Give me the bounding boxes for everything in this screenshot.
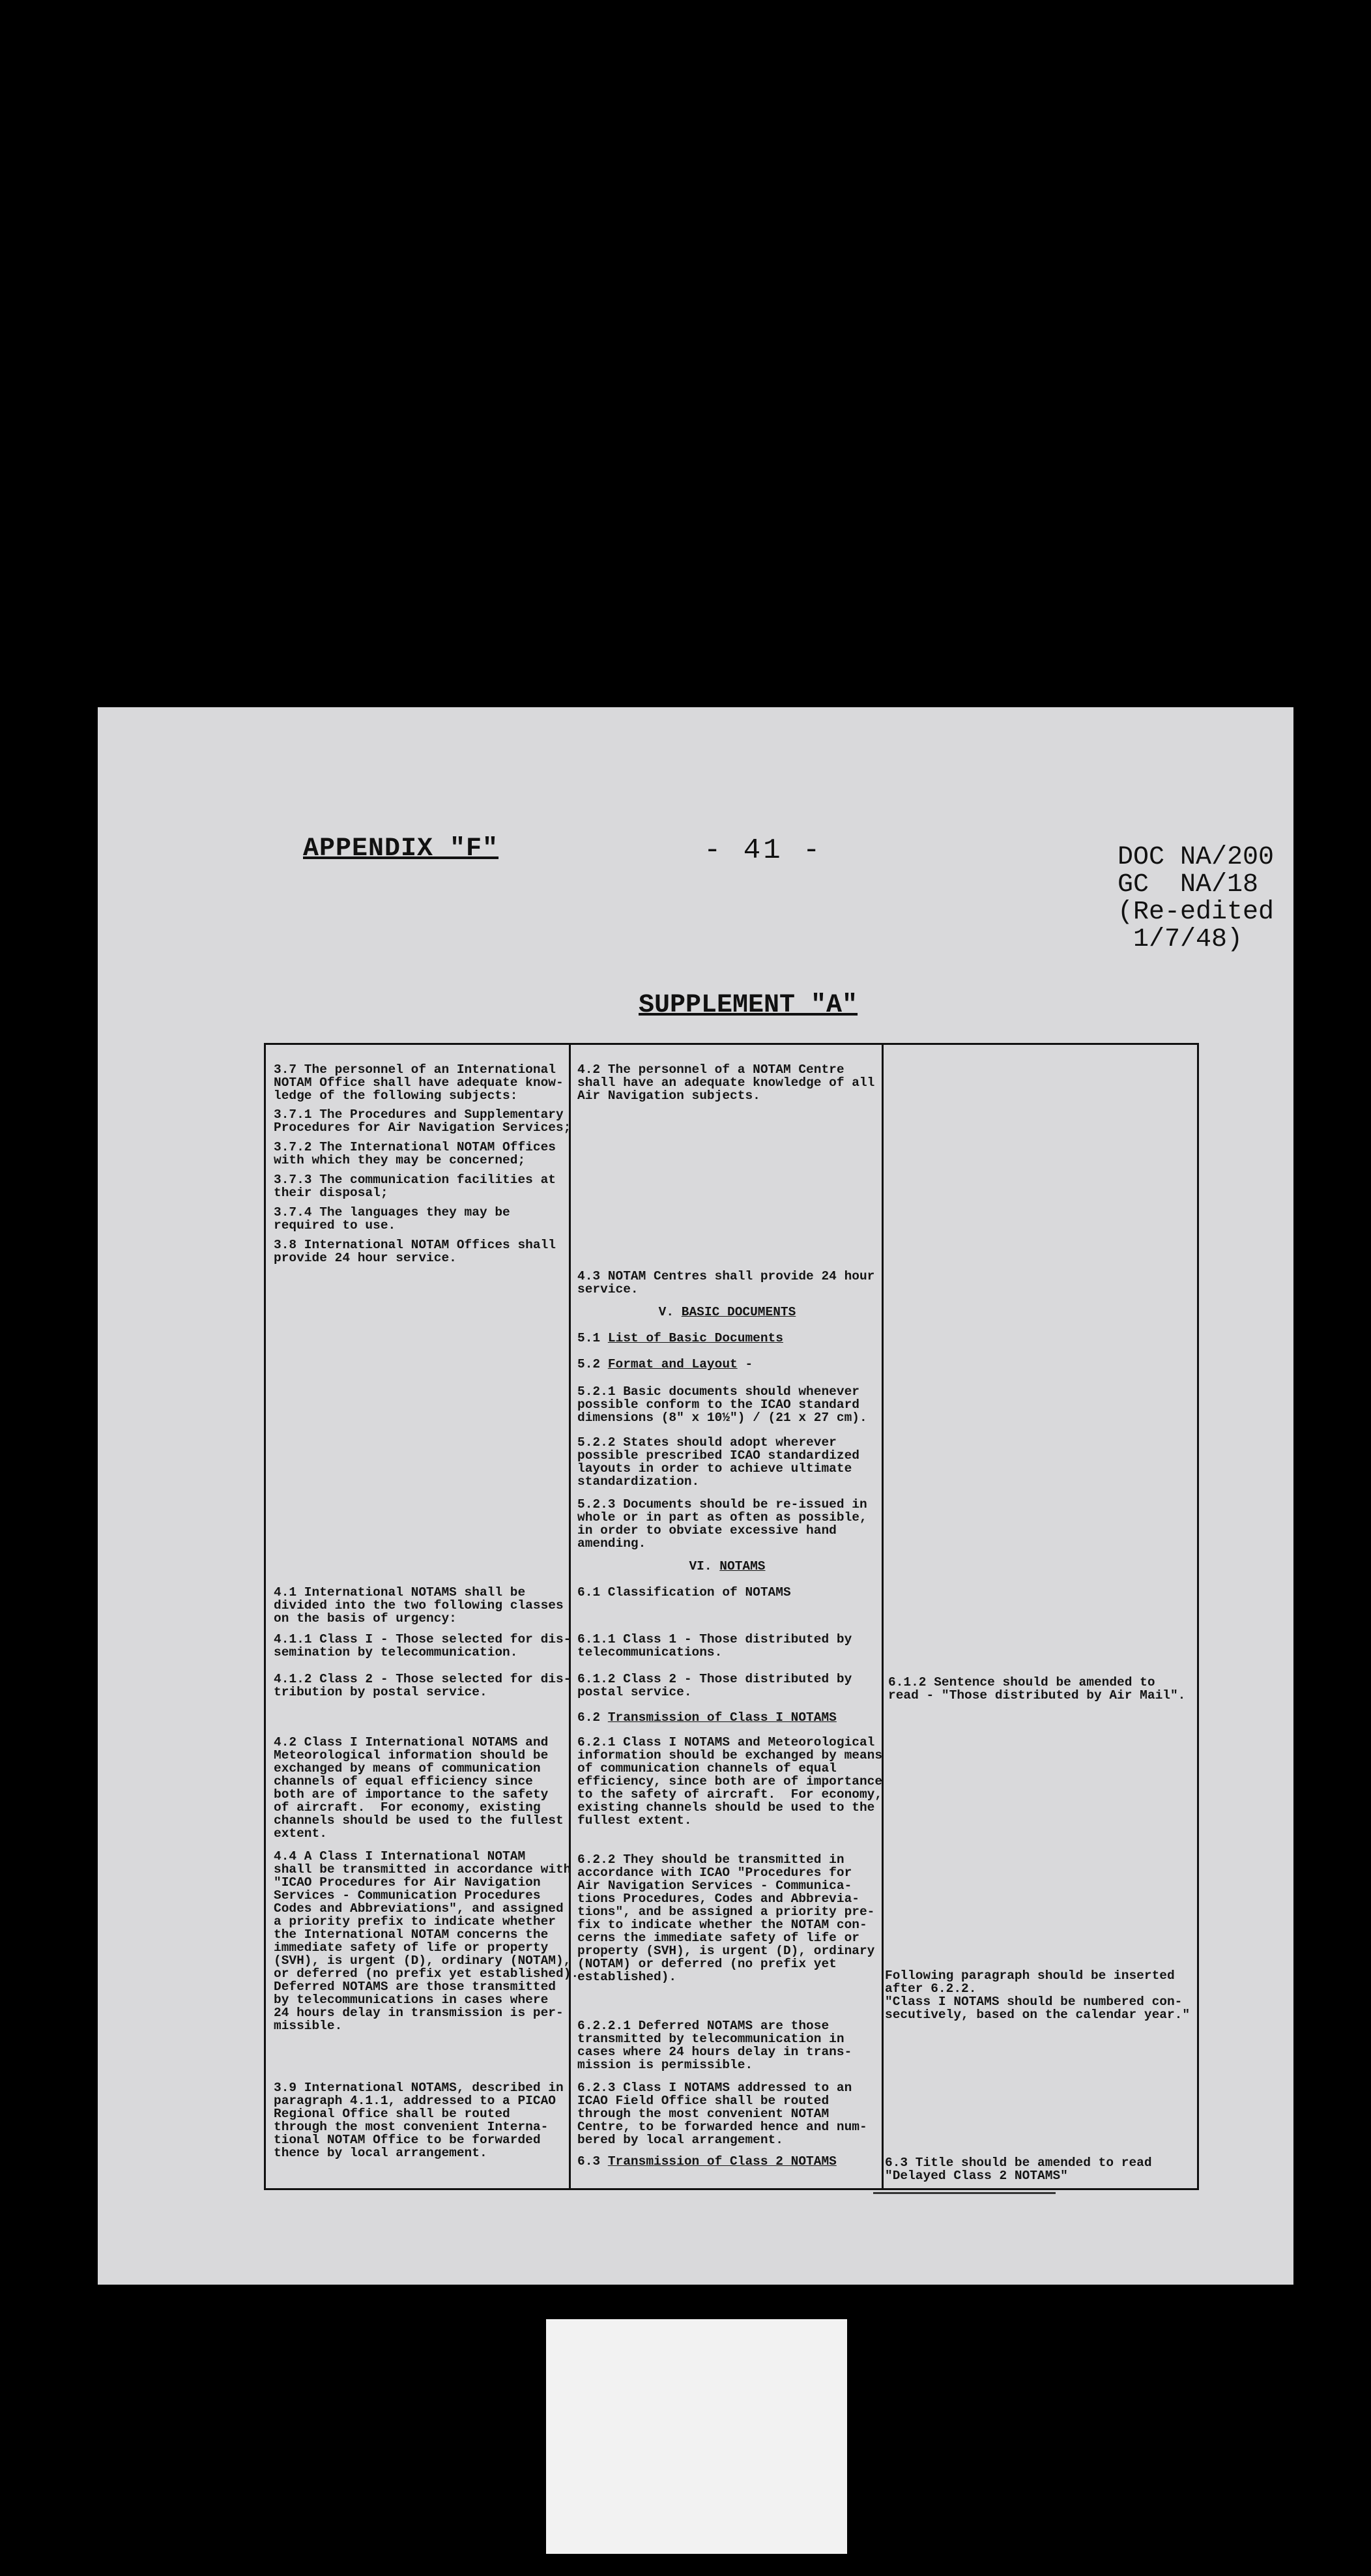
para-title: List of Basic Documents — [607, 1331, 783, 1345]
para-6-2-1: 6.2.1 Class I NOTAMS and Meteorological information should be exchanged by means of communication channels of equal efficiency, since both are of importance to the safety of aircraft. For economy, existing channels should be used to the fullest extent. — [577, 1735, 883, 1828]
para-6-3 — [577, 2155, 837, 2168]
doc-ref-line: 1/7/48) — [1118, 925, 1243, 954]
para-6-2-2-1: 6.2.2.1 Deferred NOTAMS are those transmitted by telecommunication in cases where 24 hours delay in trans- mission is permissible. — [577, 2019, 852, 2072]
para-4-2-class-i: 4.2 Class I International NOTAMS and Meteorological information should be exchanged by means of communication channels of equal efficiency since both are of importance to the safety of aircraft. For economy, existing channels should be used to the fullest extent. — [274, 1735, 564, 1841]
para-4-2-notam-centre: 4.2 The personnel of a NOTAM Centre shall have an adequate knowledge of all Air Navigation subjects. — [577, 1062, 875, 1103]
para-3-7-1: 3.7.1 The Procedures and Supplementary Procedures for Air Navigation Services; — [274, 1107, 571, 1135]
note-6-3: 6.3 Title should be amended to read "Delayed Class 2 NOTAMS" — [885, 2156, 1152, 2183]
para-4-1-2: 4.1.2 Class 2 - Those selected for dis- tribution by postal service. — [274, 1672, 571, 1699]
para-3-8: 3.8 International NOTAM Offices shall provide 24 hour service. — [274, 1238, 556, 1265]
para-title: Format and Layout — [607, 1357, 738, 1371]
doc-ref-line: (Re-edited — [1118, 898, 1275, 927]
para-4-4: 4.4 A Class I International NOTAM shall be transmitted in accordance with "ICAO Procedures for Air Navigation Services - Communication Procedures Codes and Abbreviations", and assigned a priority prefix to indicate whether the International NOTAM concerns the immediate safety of life or property (SVH), is urgent (D), ordinary (NOTAM), or deferred (no prefix yet established). Deferred NOTAMS are those transmitted by telecommunications in cases where 24 hours delay in transmission is per- missible. — [274, 1849, 579, 2033]
para-5-2-3: 5.2.3 Documents should be re-issued in whole or in part as often as possible, in order to obviate excessive hand amending. — [577, 1497, 867, 1551]
section-title: BASIC DOCUMENTS — [681, 1305, 796, 1319]
comparison-table — [264, 1043, 1199, 2190]
section-v-heading — [577, 1306, 877, 1319]
appendix-title: APPENDIX "F" — [303, 834, 499, 864]
supplement-title: SUPPLEMENT "A" — [639, 991, 858, 1020]
note-6-2-2: Following paragraph should be inserted after 6.2.2. "Class I NOTAMS should be numbered con- secutively, based on the calendar year." — [885, 1969, 1191, 2022]
para-4-1: 4.1 International NOTAMS shall be divided into the two following classes on the basis of urgency: — [274, 1585, 564, 1626]
para-5-2 — [577, 1358, 753, 1371]
doc-ref-line: DOC NA/200 — [1118, 843, 1275, 872]
note-6-1-2: 6.1.2 Sentence should be amended to read - "Those distributed by Air Mail". — [888, 1675, 1186, 1703]
section-vi-heading — [577, 1560, 877, 1573]
para-4-3: 4.3 NOTAM Centres shall provide 24 hour service. — [577, 1269, 875, 1296]
para-number: 6.3 — [577, 2154, 608, 2169]
para-title: Transmission of Class I NOTAMS — [607, 1710, 837, 1725]
para-5-1 — [577, 1332, 783, 1345]
para-number: 5.1 — [577, 1331, 608, 1345]
section-title: NOTAMS — [719, 1559, 766, 1573]
para-6-1-2: 6.1.2 Class 2 - Those distributed by postal service. — [577, 1672, 852, 1699]
para-6-2-2: 6.2.2 They should be transmitted in accordance with ICAO "Procedures for Air Navigation Services - Communica- tions Procedures, Codes and Abbrevia- tions", and be assigned a priority pre- fix to indicate whether the NOTAM con- cerns the immediate safety of life or property (SVH), is urgent (D), ordinary (NOTAM) or deferred (no prefix yet established). — [577, 1852, 875, 1984]
para-6-2 — [577, 1711, 837, 1724]
divider — [873, 2192, 1056, 2194]
document-page — [98, 707, 1293, 2285]
para-6-2-3: 6.2.3 Class I NOTAMS addressed to an ICAO Field Office shall be routed through the most convenient NOTAM Centre, to be forwarded hence and num- bered by local arrangement. — [577, 2081, 867, 2147]
para-title: Transmission of Class 2 NOTAMS — [607, 2154, 837, 2169]
para-number: 5.2 — [577, 1357, 608, 1371]
para-3-7-4: 3.7.4 The languages they may be required to use. — [274, 1205, 510, 1233]
para-5-2-2: 5.2.2 States should adopt wherever possible prescribed ICAO standardized layouts in order to achieve ultimate standardization. — [577, 1435, 859, 1489]
blank-card — [546, 2319, 847, 2554]
para-5-2-1: 5.2.1 Basic documents should whenever possible conform to the ICAO standard dimensions (8" x 10½") / (21 x 27 cm). — [577, 1384, 867, 1425]
para-3-7-2: 3.7.2 The International NOTAM Offices with which they may be concerned; — [274, 1140, 556, 1167]
para-number: 6.2 — [577, 1710, 608, 1725]
page-number: - 41 - — [704, 834, 823, 867]
para-3-7-3: 3.7.3 The communication facilities at their disposal; — [274, 1173, 556, 1200]
section-number: V. — [658, 1305, 682, 1319]
para-3-7: 3.7 The personnel of an International NOTAM Office shall have adequate know- ledge of the following subjects: — [274, 1062, 564, 1103]
para-3-9: 3.9 International NOTAMS, described in paragraph 4.1.1, addressed to a PICAO Regional Office shall be routed through the most convenient Interna- tional NOTAM Office to be forwarded thence by local arrangement. — [274, 2081, 564, 2160]
column-divider — [882, 1045, 884, 2188]
para-tail: - — [737, 1357, 753, 1371]
document-reference — [1118, 844, 1274, 954]
doc-ref-line: GC NA/18 — [1118, 870, 1259, 900]
para-4-1-1: 4.1.1 Class I - Those selected for dis- semination by telecommunication. — [274, 1632, 571, 1660]
para-6-1: 6.1 Classification of NOTAMS — [577, 1585, 791, 1600]
section-number: VI. — [689, 1559, 720, 1573]
para-6-1-1: 6.1.1 Class 1 - Those distributed by telecommunications. — [577, 1632, 852, 1660]
